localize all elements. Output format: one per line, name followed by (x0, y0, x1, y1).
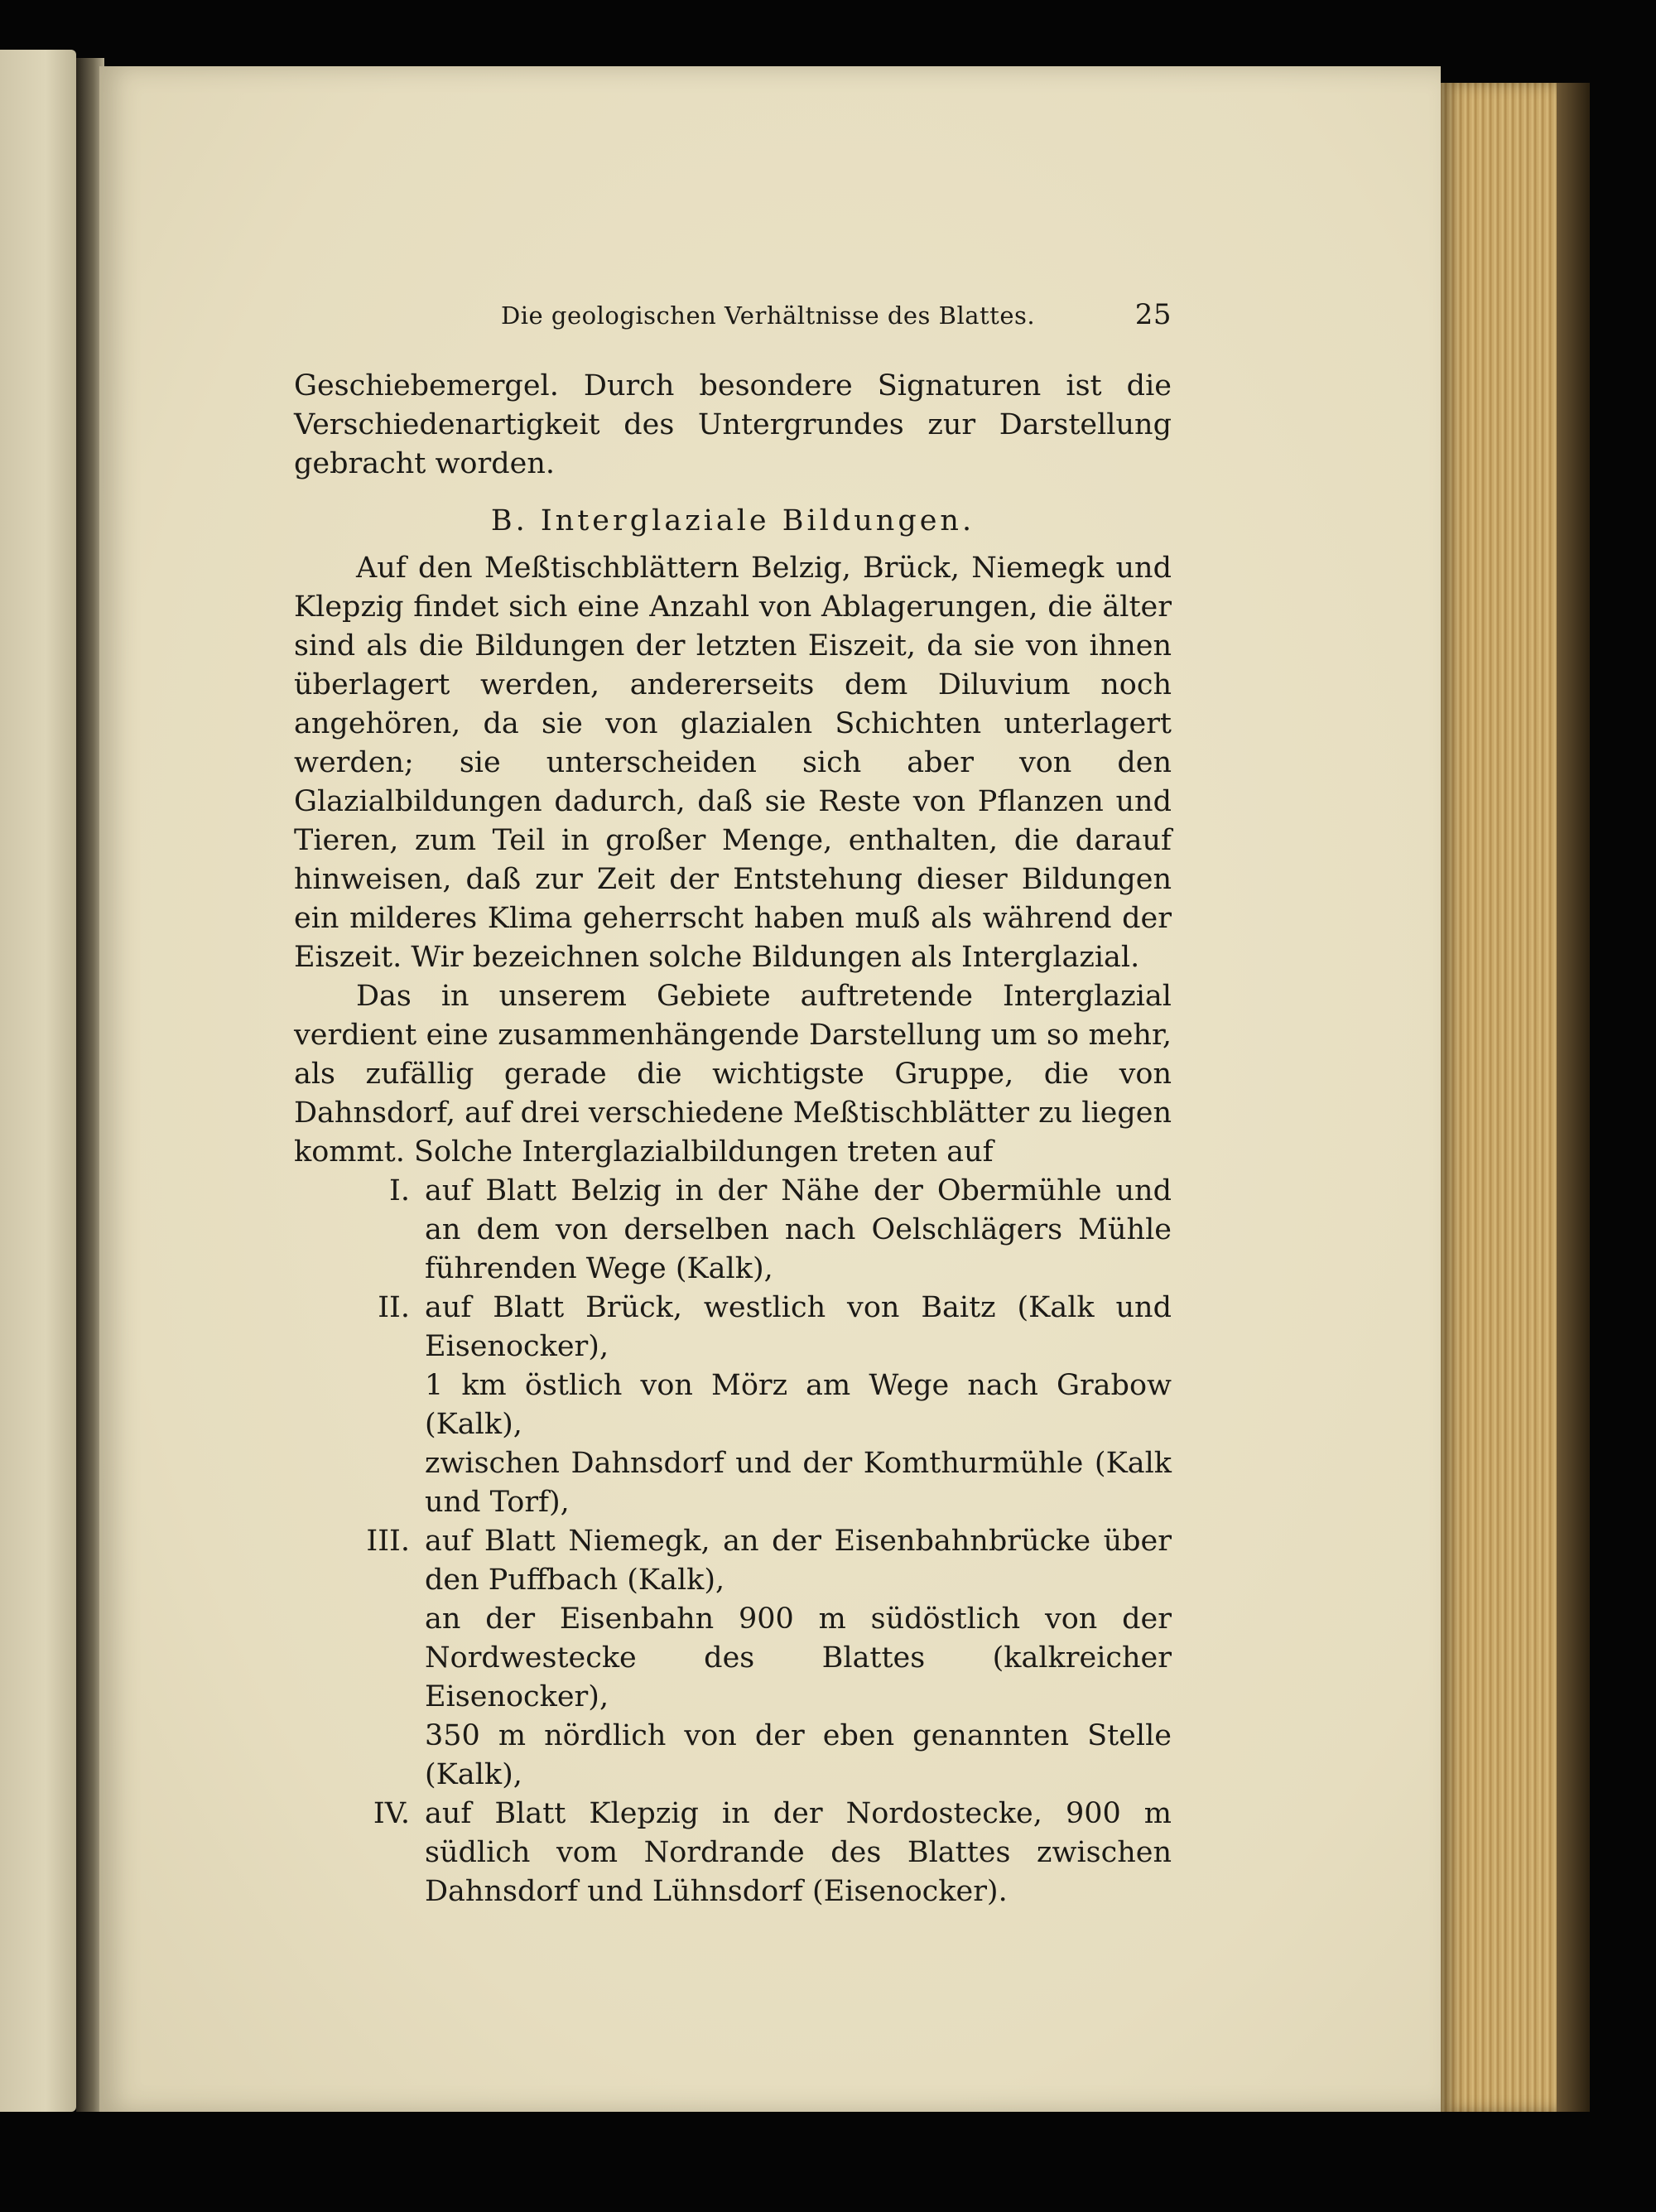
list-numeral: III. (366, 1525, 410, 1558)
list-numeral: I. (389, 1174, 410, 1207)
list-numeral: IV. (373, 1797, 410, 1830)
list-entry: auf Blatt Niemegk, an der Eisenbahnbrücke über den Puffbach (Kalk), (425, 1525, 1172, 1597)
list-entry: auf Blatt Brück, westlich von Baitz (Kalk und Eisenocker), (425, 1291, 1172, 1363)
section-heading: B. Interglaziale Bildungen. (490, 504, 975, 537)
page-number: 25 (1134, 298, 1172, 331)
book-cover-edge (1557, 83, 1590, 2112)
page-block-edges (1441, 83, 1557, 2112)
running-header (294, 298, 1172, 332)
paragraph-2: Auf den Meßtischblättern Belzig, Brück, Niemegk und Klepzig findet sich eine Anzahl von Ablagerungen, die älter sind als die Bildungen der letzten Eiszeit, da sie von ihnen überlagert werden, andererseits dem Diluvium noch angehören, da sie von glazialen Schichten unterlagert werden; sie unterscheiden sich aber von den Glazialbildungen dadurch, daß sie Reste von Pflanzen und Tieren, zum Teil in großer Menge, enthalten, die darauf hinweisen, daß zur Zeit der Entstehung dieser Bildungen ein milderes Klima geherrscht haben muß als während der Eiszeit. Wir bezeichnen solche Bildungen als Interglazial. (294, 552, 1172, 974)
list-item-iii (294, 1522, 1172, 1795)
list-entry: 350 m nördlich von der eben genannten Stelle (Kalk), (425, 1719, 1172, 1791)
list-numeral: II. (378, 1291, 410, 1324)
running-title: Die geologischen Verhältnisse des Blattes. (501, 301, 1036, 330)
list-item-i (294, 1172, 1172, 1289)
list-entry: zwischen Dahnsdorf und der Komthurmühle (Kalk und Torf), (425, 1447, 1172, 1519)
list-entry: auf Blatt Belzig in der Nähe der Obermühle und an dem von derselben nach Oelschlägers Mühle führenden Wege (Kalk), (425, 1174, 1172, 1285)
list-item-iv (294, 1795, 1172, 1911)
list-entry: auf Blatt Klepzig in der Nordostecke, 900 m südlich vom Nordrande des Blattes zwischen Dahnsdorf und Lühnsdorf (Eisenocker). (425, 1797, 1172, 1908)
locality-list (294, 1172, 1172, 1911)
page-text (294, 298, 1172, 1911)
list-entry: 1 km östlich von Mörz am Wege nach Grabow (Kalk), (425, 1369, 1172, 1441)
list-entry: an der Eisenbahn 900 m südöstlich von der Nordwestecke des Blattes (kalkreicher Eisenocker), (425, 1602, 1172, 1713)
paragraph-3: Das in unserem Gebiete auftretende Interglazial verdient eine zusammenhängende Darstellung um so mehr, als zufällig gerade die wichtigste Gruppe, die von Dahnsdorf, auf drei verschiedene Meßtischblätter zu liegen kommt. Solche Interglazialbildungen treten auf (294, 980, 1172, 1169)
left-page-edge (0, 50, 76, 2112)
paragraph-1: Geschiebemergel. Durch besondere Signaturen ist die Verschiedenartigkeit des Untergrundes zur Darstellung gebracht worden. (294, 369, 1172, 480)
list-item-ii (294, 1289, 1172, 1522)
